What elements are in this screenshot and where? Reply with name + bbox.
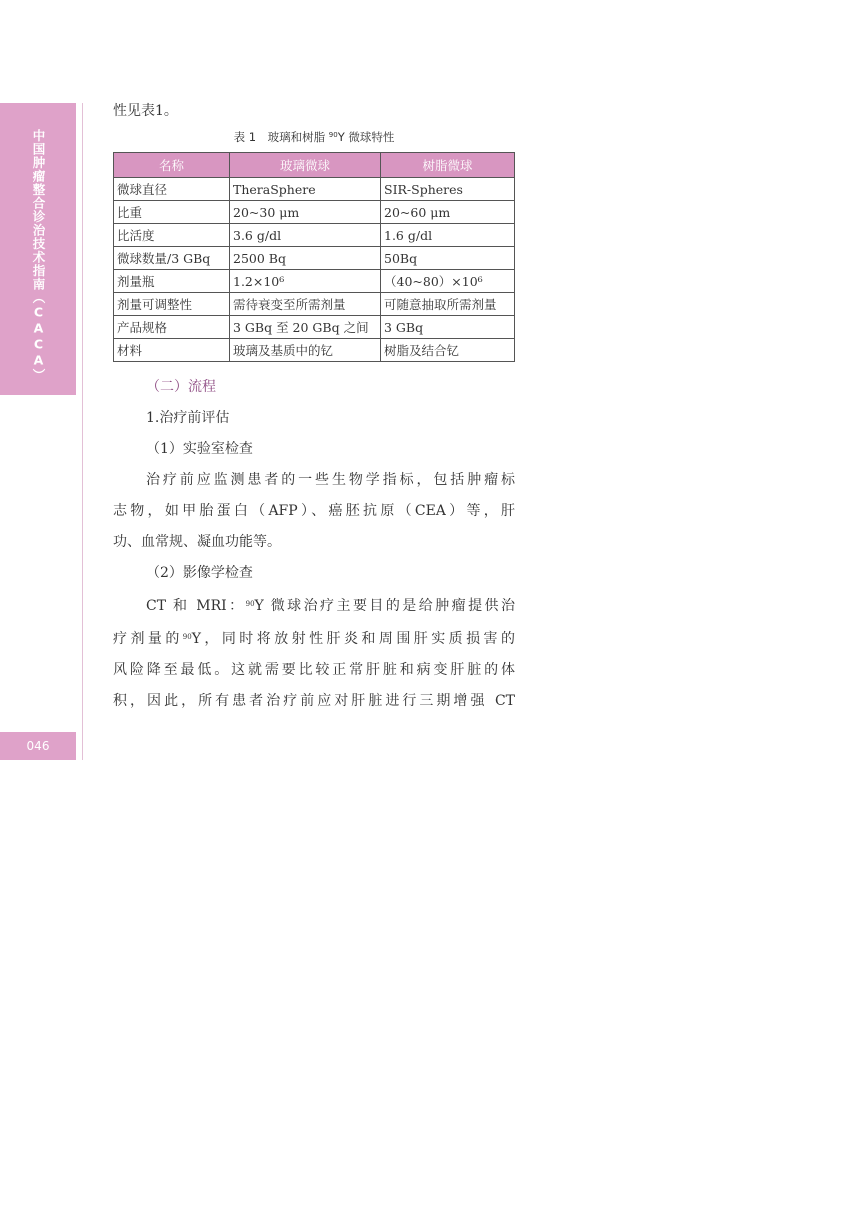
table-cell: 玻璃及基质中的钇 <box>230 339 381 362</box>
table-cell: 2500 Bq <box>230 247 381 270</box>
table-cell: 3 GBq 至 20 GBq 之间 <box>230 316 381 339</box>
table-cell: 50Bq <box>381 247 515 270</box>
spec-table <box>113 152 515 362</box>
table-cell: （40~80）×10⁶ <box>381 270 515 293</box>
table-cell: 微球数量/3 GBq <box>114 247 230 270</box>
header-glass: 玻璃微球 <box>230 153 381 178</box>
table-cell: TheraSphere <box>230 178 381 201</box>
table-row <box>114 270 515 293</box>
table-row <box>114 178 515 201</box>
caption-sup: 90 <box>328 131 338 139</box>
margin-rule <box>82 103 83 760</box>
page-content <box>113 96 515 717</box>
paragraph-line: 功、血常规、凝血功能等。 <box>113 534 281 550</box>
table-cell: 可随意抽取所需剂量 <box>381 293 515 316</box>
table-row <box>114 316 515 339</box>
table-row <box>114 339 515 362</box>
table-cell: 需待衰变至所需剂量 <box>230 293 381 316</box>
intro-line: 性见表1。 <box>113 103 178 119</box>
caption-suffix: Y 微球特性 <box>337 130 395 144</box>
paragraph-line <box>113 589 515 622</box>
table-cell: 20~30 μm <box>230 201 381 224</box>
table-cell: 1.2×10⁶ <box>230 270 381 293</box>
table-cell: 20~60 μm <box>381 201 515 224</box>
table-cell: SIR-Spheres <box>381 178 515 201</box>
text-run: Y，同时将放射性肝炎和周围肝实质损害的 <box>191 631 516 647</box>
text-run: Y 微球治疗主要目的是给肿瘤提供治 <box>254 598 516 614</box>
table-cell: 剂量可调整性 <box>114 293 230 316</box>
table-cell: 1.6 g/dl <box>381 224 515 247</box>
header-name: 名称 <box>114 153 230 178</box>
page-number: 046 <box>0 732 76 760</box>
text-run: 疗剂量的 <box>113 631 183 647</box>
table-cell: 3 GBq <box>381 316 515 339</box>
table-row <box>114 247 515 270</box>
paragraph-line: 治疗前应监测患者的一些生物学指标，包括肿瘤标 <box>146 472 515 488</box>
sidebar-tab <box>0 103 76 395</box>
caption-prefix: 表 1 玻璃和树脂 <box>233 130 329 144</box>
table-header-row <box>114 153 515 178</box>
superscript: 90 <box>182 633 192 641</box>
text-run: CT 和 MRI： <box>146 598 246 614</box>
table-row <box>114 224 515 247</box>
table-cell: 比活度 <box>114 224 230 247</box>
table-row <box>114 201 515 224</box>
section-heading: （二）流程 <box>146 379 216 395</box>
sub-heading: （1）实验室检查 <box>146 441 253 457</box>
sub-heading: 1.治疗前评估 <box>146 410 230 426</box>
table-cell: 材料 <box>114 339 230 362</box>
table-cell: 产品规格 <box>114 316 230 339</box>
table-cell: 3.6 g/dl <box>230 224 381 247</box>
paragraph-line: 积，因此，所有患者治疗前应对肝脏进行三期增强 CT <box>113 693 515 709</box>
paragraph-line: 志物，如甲胎蛋白（AFP）、癌胚抗原（CEA）等，肝 <box>113 503 515 519</box>
table-caption <box>113 129 515 145</box>
table-cell: 微球直径 <box>114 178 230 201</box>
table-cell: 比重 <box>114 201 230 224</box>
book-title: 中国肿瘤整合诊治技术指南（CACA） <box>31 129 46 382</box>
sub-heading: （2）影像学检查 <box>146 565 253 581</box>
table-cell: 剂量瓶 <box>114 270 230 293</box>
table-row <box>114 293 515 316</box>
paragraph-line: 风险降至最低。这就需要比较正常肝脏和病变肝脏的体 <box>113 662 515 678</box>
table-cell: 树脂及结合钇 <box>381 339 515 362</box>
header-resin: 树脂微球 <box>381 153 515 178</box>
superscript: 90 <box>245 600 255 608</box>
paragraph-line <box>113 622 515 655</box>
